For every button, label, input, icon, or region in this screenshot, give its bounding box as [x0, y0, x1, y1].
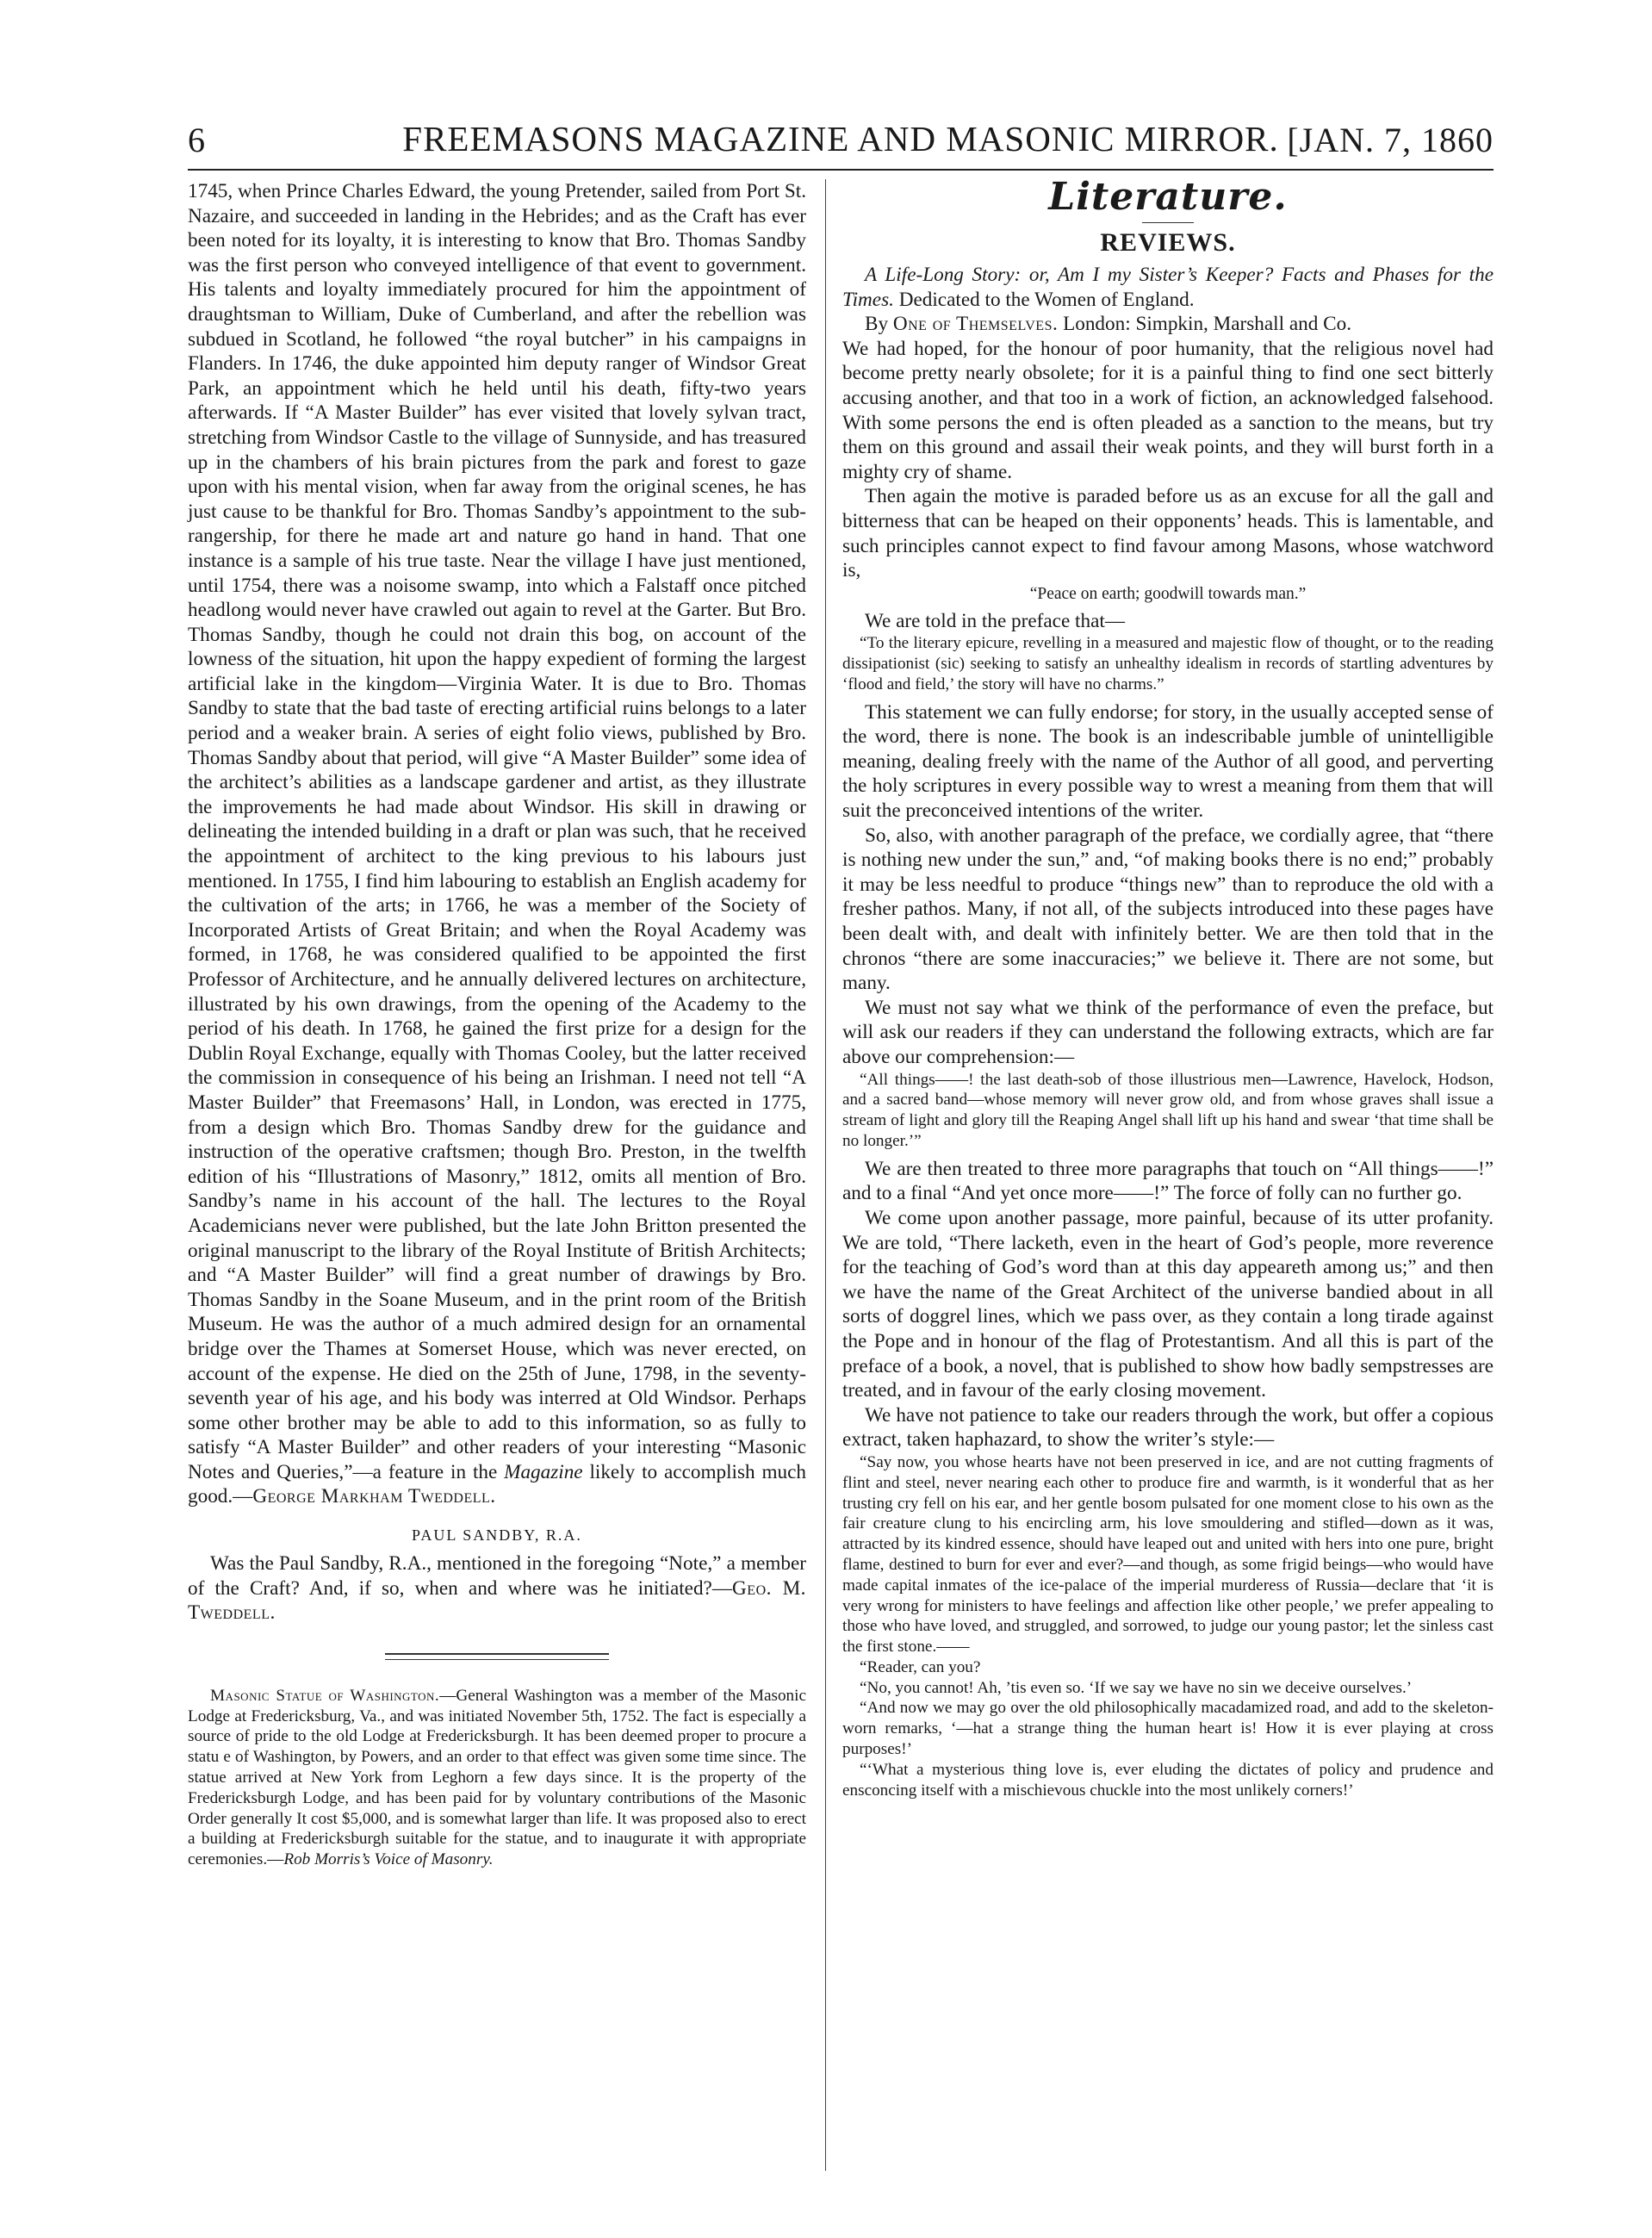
- masthead: [188, 116, 1494, 165]
- subhead-paul-sandby: PAUL SANDBY, R.A.: [412, 1526, 582, 1545]
- review-paragraph: Then again the motive is paraded before us as an excuse for all the gall and bitterness that can be heaped on their opponents’ heads. This is lamentable, and such principles cannot expect to find favour among Masons, whose watchword is,: [842, 485, 1494, 582]
- washington-statue-note: Masonic Statue of Washington.—General Washington was a member of the Masonic Lodge at Fredericksburg, Va., and was initiated November 5th, 1752. The fact is especially a source of pride to the old Lodge at Fredericksburgh. It has been deemed proper to procure a statu e of Washington, by Powers, and an order to that effect was given some time since. The statue arrived at New York from Leghorn a few days since. It is the property of the Fredericksburgh Lodge, and has been paid for by voluntary contributions of the Masonic Order generally It cost $5,000, and is somewhat larger than life. It was proposed also to erect a building at Fredericksburgh suitable for the statue, and to inaugurate it with appropriate ceremonies.—Rob Morris’s Voice of Masonry.: [188, 1686, 806, 1869]
- column-rule: [825, 179, 826, 2171]
- publication-title: FREEMASONS MAGAZINE AND MASONIC MIRROR.: [402, 119, 1279, 159]
- review-paragraph: We had hoped, for the honour of poor humanity, that the religious novel had become pretty nearly obsolete; for it is a painful thing to find one sect bitterly accusing another, and that too in a work of fiction, an acknowledged falsehood. With some persons the end is often pleaded as a sanction to the means, but try them on this ground and assail their weak points, and they will burst forth in a mighty cry of shame.: [842, 337, 1494, 483]
- header-rule: [188, 169, 1494, 171]
- right-column: [842, 175, 1494, 1800]
- block-quote: “Say now, you whose hearts have not been preserved in ice, and are not cutting fragments of flint and steel, never nearing each other to produce fire and warmth, is it wonderful that as her trusting cry fell on his ear, and her gentle bosom pulsated for one moment close to his own as the fair creature clung to his encircling arm, his love smouldering and stifled—down as it was, attracted by its kindred essence, should have leaped out and united with hers into one pure, bright flame, destined to burn for ever and ever?—and though, as some frigid beings—who would have made capital inmates of the ice-palace of the imperial murderess of Russia—declare that ‘it is very wrong for ministers to have feelings and affection like other people,’ we prefer appealing to those who have loved, and struggled, and sorrowed, to judge our young pastor; let the sinless cast the first stone.——: [842, 1452, 1494, 1657]
- signature-geo-tweddell: Geo. M. Tweddell.: [188, 1576, 806, 1625]
- block-quote: “And now we may go over the old philosophically macadamized road, and add to the skeleton-worn remarks, ‘—hat a strange thing the human heart is! How it is ever playing at cross purposes!’: [842, 1699, 1494, 1759]
- book-byline: By One of Themselves. London: Simpkin, Marshall and Co.: [865, 313, 1351, 336]
- left-column: [188, 179, 806, 1870]
- page-number: 6: [188, 121, 205, 159]
- block-quote: “To the literary epicure, revelling in a measured and majestic flow of thought, or to the reading dissipationist (sic) seeking to satisfy an unhealthy idealism in records of startling adventures by ‘flood and field,’ the story will have no charms.”: [842, 634, 1494, 693]
- block-quote: “‘What a mysterious thing love is, ever eluding the dictates of policy and prudence and ensconcing itself with a mischievous chuckle into the most unlikely corners!’: [842, 1760, 1494, 1800]
- review-paragraph: This statement we can fully endorse; for story, in the usually accepted sense of the word, there is none. The book is an indescribable jumble of unintelligible meaning, dealing freely with the name of the Author of all good, and perverting the holy scriptures in every possible way to wrest a meaning from them that will suit the preconceived intentions of the writer.: [842, 700, 1494, 823]
- sandby-article-text: 1745, when Prince Charles Edward, the young Pretender, sailed from Port St. Nazaire, and succeeded in landing in the Hebrides; and as the Craft has ever been noted for its loyalty, it is interesting to know that Bro. Thomas Sandby was the first person who conveyed intelligence of that event to government. His talents and loyalty immediately procured for him the appointment of draughtsman to William, Duke of Cumberland, and after the rebellion was subdued in Scotland, he followed “the royal butcher” in his campaigns in Flanders. In 1746, the duke appointed him deputy ranger of Windsor Great Park, an appointment which he held until his death, fifty-two years afterwards. If “A Master Builder” has ever visited that lovely sylvan tract, stretching from Windsor Castle to the village of Sunnyside, and has treasured up in the chambers of his brain pictures from the park and forest to gaze upon with his mental vision, when far away from the original scenes, he has just cause to be thankful for Bro. Thomas Sandby’s appointment to the sub-rangership, for there he made art and nature go hand in hand. That one instance is a sample of his true taste. Near the village I have just mentioned, until 1754, there was a noisome swamp, into which a Falstaff once pitched headlong would never have crawled out again to revel at the Garter. But Bro. Thomas Sandby, though he could not drain this bog, on account of the lowness of the situation, hit upon the happy expedient of forming the largest artificial lake in the kingdom—Virginia Water. It is due to Bro. Thomas Sandby to state that the bad taste of erecting artificial ruins belongs to a later period and a weaker brain. A series of eight folio views, published by Bro. Thomas Sandby about that period, will give “A Master Builder” some idea of the architect’s abilities as a landscape gardener and artist, as they illustrate the improvements he had made about Windsor. His skill in drawing or delineating the intended building in a draft or plan was such, that he received the appointment of architect to the king previous to his labours just mentioned. In 1755, I find him labouring to establish an English academy for the cultivation of the arts; in 1766, he was a member of the Society of Incorporated Artists of Great Britain; and when the Royal Academy was formed, in 1768, he was considered qualified to be appointed the first Professor of Architecture, and he annually delivered lectures on architecture, illustrated by his own drawings, from the opening of the Academy to the period of his death. In 1768, he gained the first prize for a design for the Dublin Royal Exchange, equally with Thomas Cooley, but the latter received the commission in consequence of his being an Irishman. I need not tell “A Master Builder” that Freemasons’ Hall, in London, was erected in 1775, from a design which Bro. Thomas Sandby drew for the guidance and instruction of the operative craftsmen; though Bro. Preston, in the twelfth edition of his “Illustrations of Masonry,” 1812, omits all mention of Bro. Sandby’s name in his account of the hall. The lectures to the Royal Academicians never were published, but the late John Britton presented the original manuscript to the library of the Royal Institute of British Architects; and “A Master Builder” will find a great number of drawings by Bro. Thomas Sandby in the Soane Museum, and in the print room of the British Museum. He was the author of a much admired design for an ornamental bridge over the Thames at Somerset House, which was never erected, on account of the expense. He died on the 25th of June, 1798, in the seventy-seventh year of his age, and his body was interred at Old Windsor. Perhaps some other brother may be able to add to this information, so as fully to satisfy “A Master Builder” and other readers of your interesting “Masonic Notes and Queries,”—a feature in the Magazine likely to accomplish much good.—George Markham Tweddell.: [188, 180, 807, 1508]
- note-source: Rob Morris’s Voice of Masonry.: [283, 1850, 494, 1869]
- review-paragraph: We come upon another passage, more painful, because of its utter profanity. We are told, “There lacketh, even in the heart of God’s people, more reverence for the teaching of God’s word than at this day appeareth among us;” and then we have the name of the Great Architect of the universe bandied about in all sorts of doggrel lines, which we pass over, as they contain a long tirade against the Pope and in honour of the flag of Protestantism. And all this is part of the preface of a book, a novel, that is published to show how badly sempstresses are treated, and in favour of the early closing movement.: [842, 1206, 1494, 1402]
- block-quote: “No, you cannot! Ah, ’tis even so. ‘If we say we have no sin we deceive ourselves.’: [860, 1678, 1413, 1697]
- section-title-literature: Literature.: [1048, 175, 1288, 219]
- review-paragraph: We are told in the preface that—: [865, 609, 1126, 632]
- reviews-heading: REVIEWS.: [1100, 228, 1236, 257]
- masonic-motto: “Peace on earth; goodwill towards man.”: [1029, 584, 1307, 603]
- title-rule: [1142, 222, 1194, 223]
- note-heading: Masonic Statue of Washington.: [210, 1686, 440, 1705]
- book-citation: A Life-Long Story: or, Am I my Sister’s Keeper? Facts and Phases for the Times. Dedicated to the Women of England.: [842, 264, 1494, 311]
- block-quote: “Reader, can you?: [860, 1657, 981, 1676]
- review-paragraph: We are then treated to three more paragraphs that touch on “All things——!” and to a final “And yet once more——!” The force of folly can no further go.: [842, 1157, 1494, 1205]
- section-divider: [385, 1653, 609, 1660]
- review-paragraph: We have not patience to take our readers through the work, but offer a copious extract, taken haphazard, to show the writer’s style:—: [842, 1403, 1494, 1452]
- review-paragraph: So, also, with another paragraph of the preface, we cordially agree, that “there is nothing new under the sun,” and, “of making books there is no end;” probably it may be less needful to produce “things new” than to reproduce the old with a fresher pathos. Many, if not all, of the subjects introduced into these pages have been dealt with, and dealt with infinitely better. We are then told that in the chronos “there are some inaccuracies;” we believe it. There are not some, but many.: [842, 824, 1494, 995]
- signature-tweddell: George Markham Tweddell.: [252, 1485, 496, 1508]
- block-quote: “All things——! the last death-sob of those illustrious men—Lawrence, Havelock, Hodson, and a sacred band—whose memory will never grow old, and from whose graves shall issue a stream of light and glory till the Reaping Angel shall lift up his hand and swear ‘that time shall be no longer.’”: [842, 1070, 1494, 1150]
- issue-date: [JAN. 7, 1860: [1287, 121, 1494, 159]
- paul-sandby-query: Was the Paul Sandby, R.A., mentioned in the foregoing “Note,” a member of the Craft? And, if so, when and where was he initiated?—Geo. M. Tweddell.: [188, 1552, 806, 1625]
- review-paragraph: We must not say what we think of the performance of even the preface, but will ask our readers if they can understand the following extracts, which are far above our comprehension:—: [842, 996, 1494, 1069]
